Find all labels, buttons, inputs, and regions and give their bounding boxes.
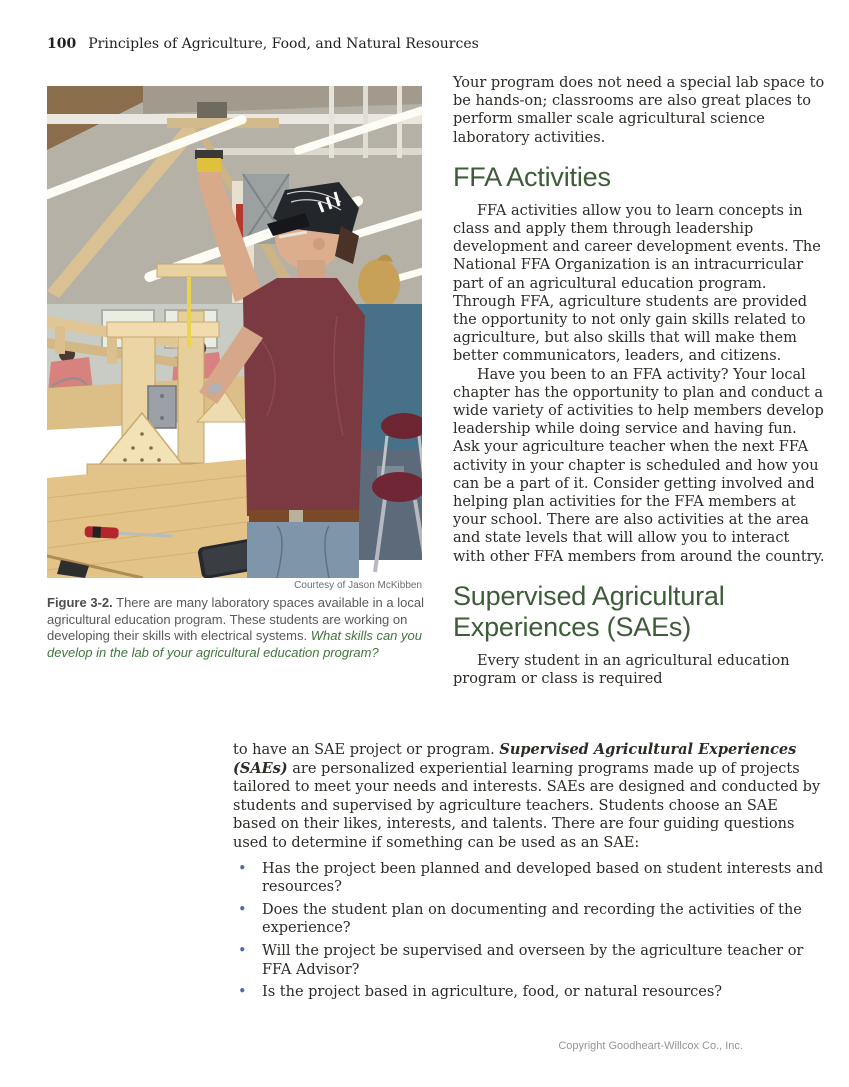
sae-lead-paragraph: Every student in an agricultural education program or class is required [453, 652, 790, 688]
ffa-paragraphs [453, 202, 825, 566]
list-item [233, 942, 825, 979]
figure-caption-text: There are many laboratory spaces available in a local agricultural education program. These students are working on developing their skills with electrical systems. [47, 595, 424, 643]
sae-continued-paragraph [233, 741, 825, 853]
list-item-text: Has the project been planned and developed based on student interests and resources? [262, 860, 824, 896]
figure-caption-question: What skills can you develop in the lab of your agricultural education program? [47, 628, 422, 660]
bullet-icon: • [238, 942, 247, 959]
copyright-footer: Copyright Goodheart-Willcox Co., Inc. [558, 1040, 743, 1052]
figure-caption-label: Figure 3-2. [47, 595, 113, 610]
bullet-icon: • [238, 860, 247, 877]
wrapped-text-block [233, 741, 825, 1006]
photo-credit: Courtesy of Jason McKibben [294, 580, 422, 591]
shop-lab-photo-illustration [47, 86, 422, 578]
sae-heading: Supervised Agricultural Experiences (SAEs) [453, 580, 725, 642]
intro-paragraph: Your program does not need a special lab space to be hands-on; classrooms are also great places to perform smaller scale agricultural science laboratory activities. [453, 75, 825, 146]
list-item [233, 860, 825, 897]
page-number: 100 [47, 36, 77, 52]
figure-caption [47, 595, 439, 661]
sae-term-definition: are personalized experiential learning programs made up of projects tailored to meet your needs and interests. SAEs are designed and conducted by students and supervised by agriculture teachers. Students choose an SAE based on their likes, interests, and talents. There are four guiding questions used to determine if something can be used as an SAE: [233, 760, 821, 851]
bullet-icon: • [238, 984, 247, 1001]
list-item-text: Is the project based in agriculture, food, or natural resources? [262, 984, 723, 1001]
list-item [233, 983, 825, 1002]
bullet-icon: • [238, 901, 247, 918]
running-title: Principles of Agriculture, Food, and Natural Resources [88, 36, 479, 52]
page-header [47, 36, 479, 52]
sae-continued-lead: to have an SAE project or program. [233, 742, 500, 758]
body-paragraph: FFA activities allow you to learn concepts in class and apply them through leadership development and career development events. The National FFA Organization is an intracurricular part of an agricultural education program. Through FFA, agriculture students are provided the opportunity to not only gain skills related to agriculture, but also skills that will make them better communicators, leaders, and citizens. [453, 202, 821, 365]
figure-photo [47, 86, 422, 578]
list-item [233, 901, 825, 938]
sae-term: Supervised Agricultural Experiences (SAEs) [233, 741, 797, 777]
body-paragraph: Have you been to an FFA activity? Your local chapter has the opportunity to plan and conduct a wide variety of activities to help members develop leadership while doing service and having fun. Ask your agriculture teacher when the next FFA activity in your chapter is scheduled and how you can be a part of it. Consider getting involved and helping plan activities for the FFA members at your school. There are also activities at the area and state levels that will allow you to interact with other FFA members from around the country. [453, 366, 825, 565]
list-item-text: Does the student plan on documenting and recording the activities of the experience? [262, 901, 802, 937]
sae-guiding-questions-list [233, 860, 825, 1002]
ffa-activities-heading: FFA Activities [453, 161, 611, 192]
list-item-text: Will the project be supervised and overseen by the agriculture teacher or FFA Advisor? [262, 942, 804, 978]
right-column [453, 74, 825, 688]
